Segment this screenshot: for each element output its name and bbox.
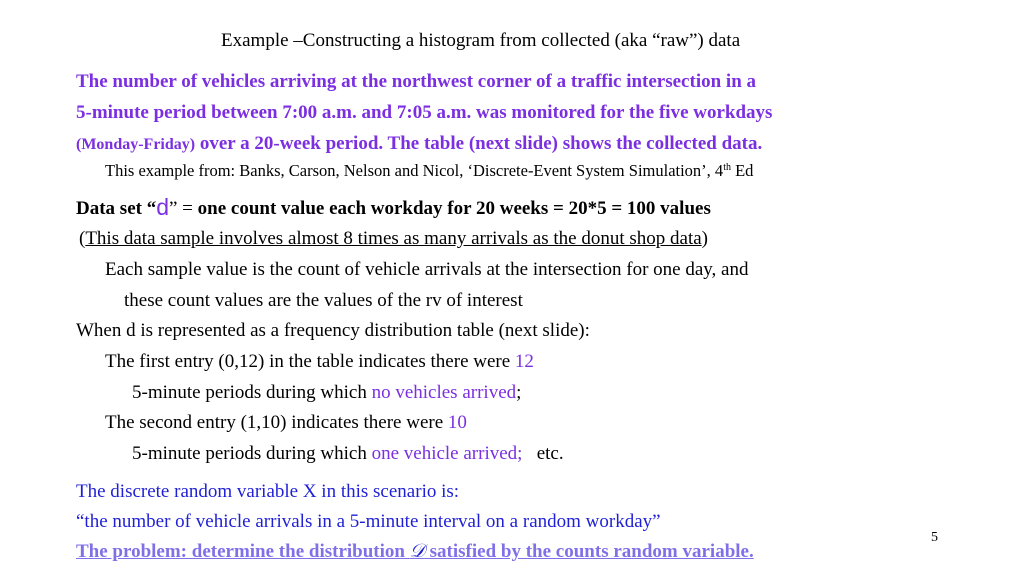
slide-title: Example –Constructing a histogram from collected (aka “raw”) data [221, 30, 741, 51]
second-entry-highlight: one vehicle arrived; [371, 443, 523, 464]
problem-after: satisfied by the counts random variable. [424, 541, 754, 562]
weekday-range: (Monday-Friday) [76, 136, 196, 153]
first-entry-line [105, 352, 534, 371]
first-entry-detail [132, 383, 521, 402]
page-number: 5 [931, 530, 938, 545]
second-entry-text: The second entry (1,10) indicates there were [105, 412, 448, 433]
note-underlined: This data sample involves almost 8 times as many arrivals as the donut shop data [85, 228, 702, 249]
distribution-symbol: 𝒟 [409, 540, 425, 562]
sample-desc-line-2: these count values are the values of the rv of interest [124, 290, 523, 311]
intro-line-2: 5-minute period between 7:00 a.m. and 7:05 a.m. was monitored for the five workdays [76, 102, 773, 123]
first-entry-detail-text: 5-minute periods during which [132, 382, 372, 403]
second-entry-detail-text: 5-minute periods during which [132, 443, 372, 464]
reference-superscript: th [723, 162, 731, 173]
intro-line-1: The number of vehicles arriving at the northwest corner of a traffic intersection in a [76, 71, 757, 92]
random-variable-definition: “the number of vehicle arrivals in a 5-minute interval on a random workday” [76, 511, 661, 532]
note-close: ) [701, 228, 708, 249]
dataset-definition [76, 195, 711, 218]
dataset-letter: d [156, 194, 169, 220]
problem-statement [76, 542, 754, 561]
second-entry-count: 10 [447, 412, 467, 433]
problem-before: The problem: determine the distribution [76, 541, 410, 562]
reference-text: This example from: Banks, Carson, Nelson and Nicol, ‘Discrete-Event System Simulation’, 4 [105, 161, 724, 180]
second-entry-end: etc. [522, 443, 564, 464]
note-open: ( [79, 228, 86, 249]
sample-desc-line-1: Each sample value is the count of vehicle arrivals at the intersection for one day, and [105, 259, 749, 280]
dataset-prefix: Data set “ [76, 198, 157, 219]
first-entry-text: The first entry (0,12) in the table indicates there were [105, 351, 515, 372]
reference-tail: Ed [730, 161, 754, 180]
dataset-bold-text: one count value each workday for 20 weeks = 20*5 = 100 values [197, 198, 711, 219]
second-entry-line [105, 413, 467, 432]
second-entry-detail [132, 444, 564, 463]
reference-citation [105, 163, 753, 180]
dataset-suffix: ” = [169, 198, 198, 219]
intro-line-3-rest: over a 20-week period. The table (next slide) shows the collected data. [195, 133, 763, 154]
first-entry-count: 12 [514, 351, 534, 372]
frequency-intro: When d is represented as a frequency distribution table (next slide): [76, 320, 590, 341]
first-entry-highlight: no vehicles arrived [371, 382, 517, 403]
donut-comparison-note [79, 229, 708, 248]
random-variable-intro: The discrete random variable X in this scenario is: [76, 481, 460, 502]
intro-line-3 [76, 134, 762, 153]
first-entry-end: ; [516, 382, 522, 403]
